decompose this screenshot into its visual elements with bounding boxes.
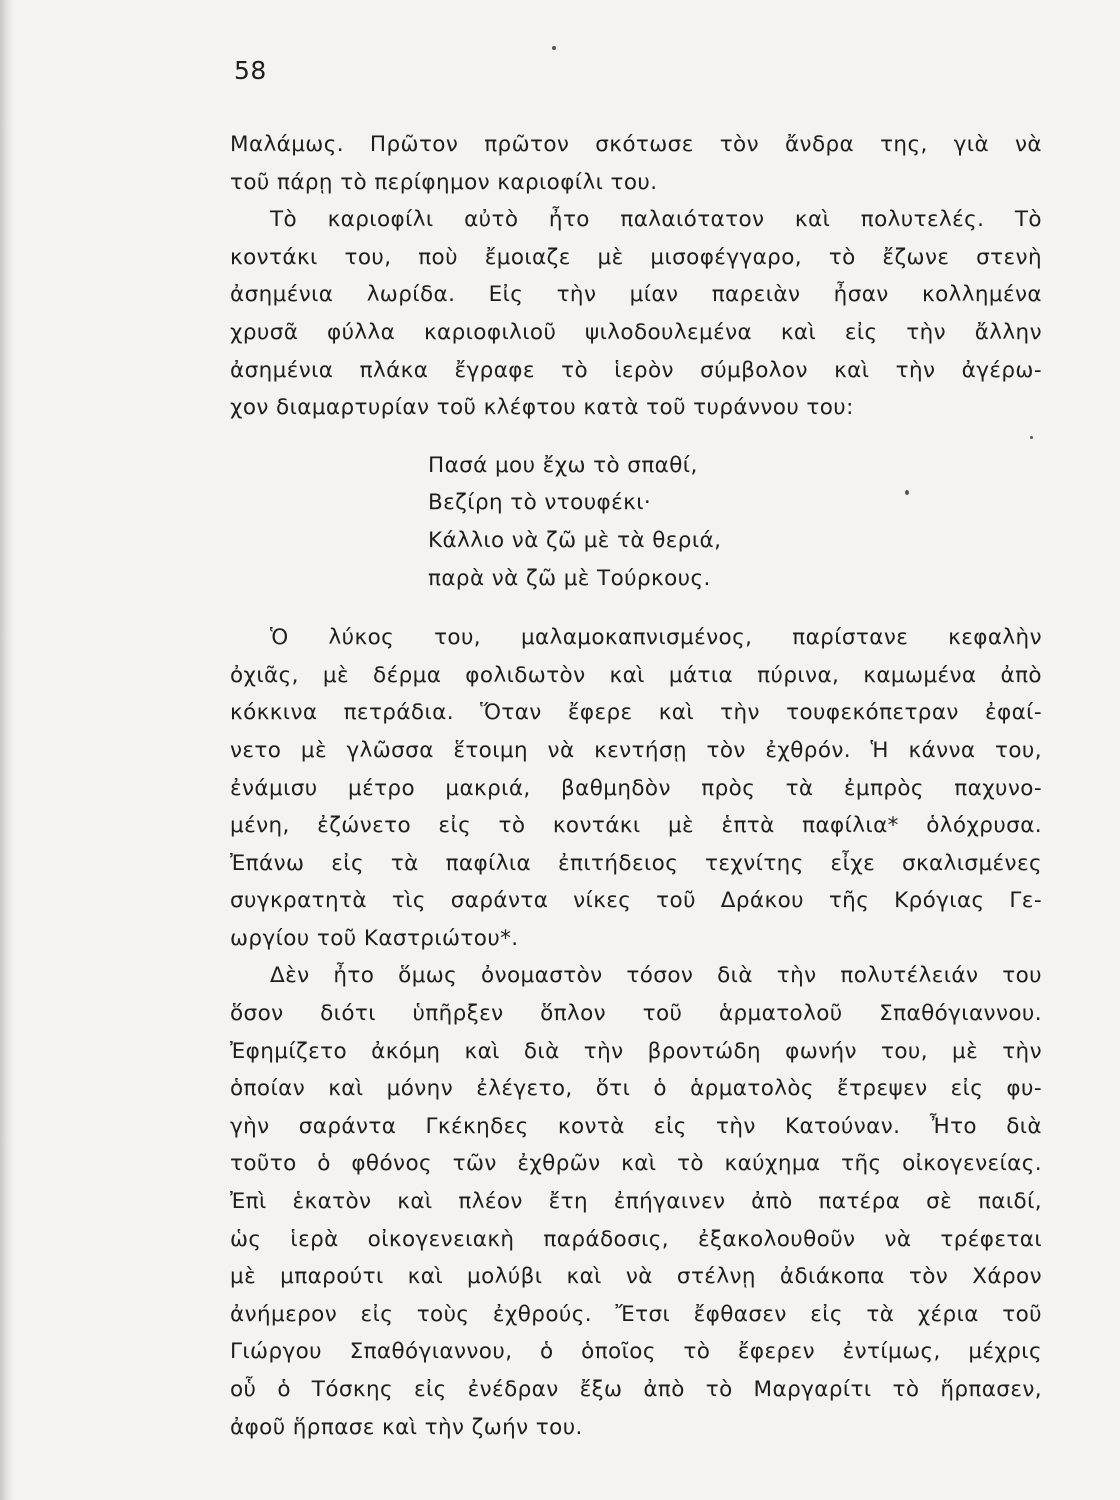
- text-line: νετο μὲ γλῶσσα ἕτοιμη νὰ κεντήσῃ τὸν ἐχθρόν. Ἡ κάννα του,: [230, 737, 1042, 763]
- page-edge-shadow: [0, 0, 14, 1500]
- text-line: ἀσημένια λωρίδα. Εἰς τὴν μίαν παρειὰν ἦσαν κολλημένα: [230, 282, 1042, 308]
- text-line: συγκρατητὰ τὶς σαράντα νίκες τοῦ Δράκου τῆς Κρόγιας Γε-: [230, 888, 1042, 914]
- text-line: ἀνήμερον εἰς τοὺς ἐχθρούς. Ἔτσι ἔφθασεν εἰς τὰ χέρια τοῦ: [230, 1301, 1042, 1327]
- verse-line: Κάλλιο νὰ ζῶ μὲ τὰ θεριά,: [428, 527, 722, 553]
- text-line: μὲ μπαρούτι καὶ μολύβι καὶ νὰ στέλνῃ ἀδιάκοπα τὸν Χάρον: [230, 1264, 1042, 1290]
- paragraph: [230, 619, 1042, 957]
- text-line: μένη, ἐζώνετο εἰς τὸ κοντάκι μὲ ἑπτὰ παφίλια* ὁλόχρυσα.: [230, 813, 1042, 839]
- text-line: ὀχιᾶς, μὲ δέρμα φολιδωτὸν καὶ μάτια πύρινα, καμωμένα ἀπὸ: [230, 662, 1042, 688]
- body-text: [230, 126, 1042, 1446]
- text-line: ὁποίαν καὶ μόνην ἐλέγετο, ὅτι ὁ ἁρματολὸς ἔτρεψεν εἰς φυ-: [230, 1076, 1042, 1102]
- text-line: τοῦτο ὁ φθόνος τῶν ἐχθρῶν καὶ τὸ καύχημα τῆς οἰκογενείας.: [230, 1151, 1042, 1177]
- text-line: ωργίου τοῦ Καστριώτου*.: [230, 925, 519, 951]
- page-number: 58: [234, 56, 267, 85]
- text-line: Ἐπὶ ἑκατὸν καὶ πλέον ἔτη ἐπήγαινεν ἀπὸ πατέρα σὲ παιδί,: [230, 1189, 1042, 1215]
- scan-speck: [905, 490, 909, 495]
- text-line: ὅσον διότι ὑπῆρξεν ὅπλον τοῦ ἁρματολοῦ Σπαθόγιαννου.: [230, 1001, 1042, 1027]
- verse-line: Βεζίρη τὸ ντουφέκι·: [428, 490, 652, 516]
- text-line: γὴν σαράντα Γκέκηδες κοντὰ εἰς τὴν Κατούναν. Ἦτο διὰ: [230, 1113, 1042, 1139]
- scan-speck: [552, 46, 556, 50]
- text-line: Ὁ λύκος του, μαλαμοκαπνισμένος, παρίστανε κεφαλὴν: [270, 625, 1042, 651]
- paragraph: [230, 126, 1042, 201]
- text-line: ἀφοῦ ἥρπασε καὶ τὴν ζωήν του.: [230, 1414, 583, 1440]
- text-line: ὡς ἱερὰ οἰκογενειακὴ παράδοσις, ἐξακολουθοῦν νὰ τρέφεται: [230, 1226, 1042, 1252]
- text-line: κόκκινα πετράδια. Ὅταν ἔφερε καὶ τὴν τουφεκόπετραν ἐφαί-: [230, 700, 1042, 726]
- text-line: χρυσᾶ φύλλα καριοφιλιοῦ ψιλοδουλεμένα καὶ εἰς τὴν ἄλλην: [230, 319, 1042, 345]
- text-line: Ἐφημίζετο ἀκόμη καὶ διὰ τὴν βροντώδη φωνήν του, μὲ τὴν: [230, 1038, 1042, 1064]
- text-line: Μαλάμως. Πρῶτον πρῶτον σκότωσε τὸν ἄνδρα της, γιὰ νὰ: [230, 132, 1042, 157]
- text-line: τοῦ πάρῃ τὸ περίφημον καριοφίλι του.: [230, 169, 658, 195]
- verse-block: [428, 447, 1042, 597]
- text-line: Ἐπάνω εἰς τὰ παφίλια ἐπιτήδειος τεχνίτης εἶχε σκαλισμένες: [230, 850, 1042, 876]
- text-line: χον διαμαρτυρίαν τοῦ κλέφτου κατὰ τοῦ τυράννου του:: [230, 395, 854, 421]
- verse-line: παρὰ νὰ ζῶ μὲ Τούρκους.: [428, 565, 711, 591]
- text-line: ἐνάμισυ μέτρο μακριά, βαθμηδὸν πρὸς τὰ ἐμπρὸς παχυνο-: [230, 775, 1042, 801]
- paragraph: [230, 201, 1042, 427]
- text-line: Τὸ καριοφίλι αὐτὸ ἦτο παλαιότατον καὶ πολυτελές. Τὸ: [270, 207, 1042, 233]
- text-line: οὗ ὁ Τόσκης εἰς ἐνέδραν ἔξω ἀπὸ τὸ Μαργαρίτι τὸ ἥρπασεν,: [230, 1377, 1042, 1402]
- text-line: Γιώργου Σπαθόγιαννου, ὁ ὁποῖος τὸ ἔφερεν ἐντίμως, μέχρις: [230, 1339, 1042, 1365]
- verse-line: Πασά μου ἔχω τὸ σπαθί,: [428, 452, 698, 478]
- text-line: κοντάκι του, ποὺ ἔμοιαζε μὲ μισοφέγγαρο, τὸ ἔζωνε στενὴ: [230, 244, 1042, 270]
- paragraph: [230, 957, 1042, 1446]
- text-line: ἀσημένια πλάκα ἔγραφε τὸ ἱερὸν σύμβολον καὶ τὴν ἀγέρω-: [230, 357, 1042, 383]
- scan-speck: [1030, 436, 1033, 439]
- text-line: Δὲν ἦτο ὅμως ὀνομαστὸν τόσον διὰ τὴν πολυτέλειάν του: [270, 963, 1042, 989]
